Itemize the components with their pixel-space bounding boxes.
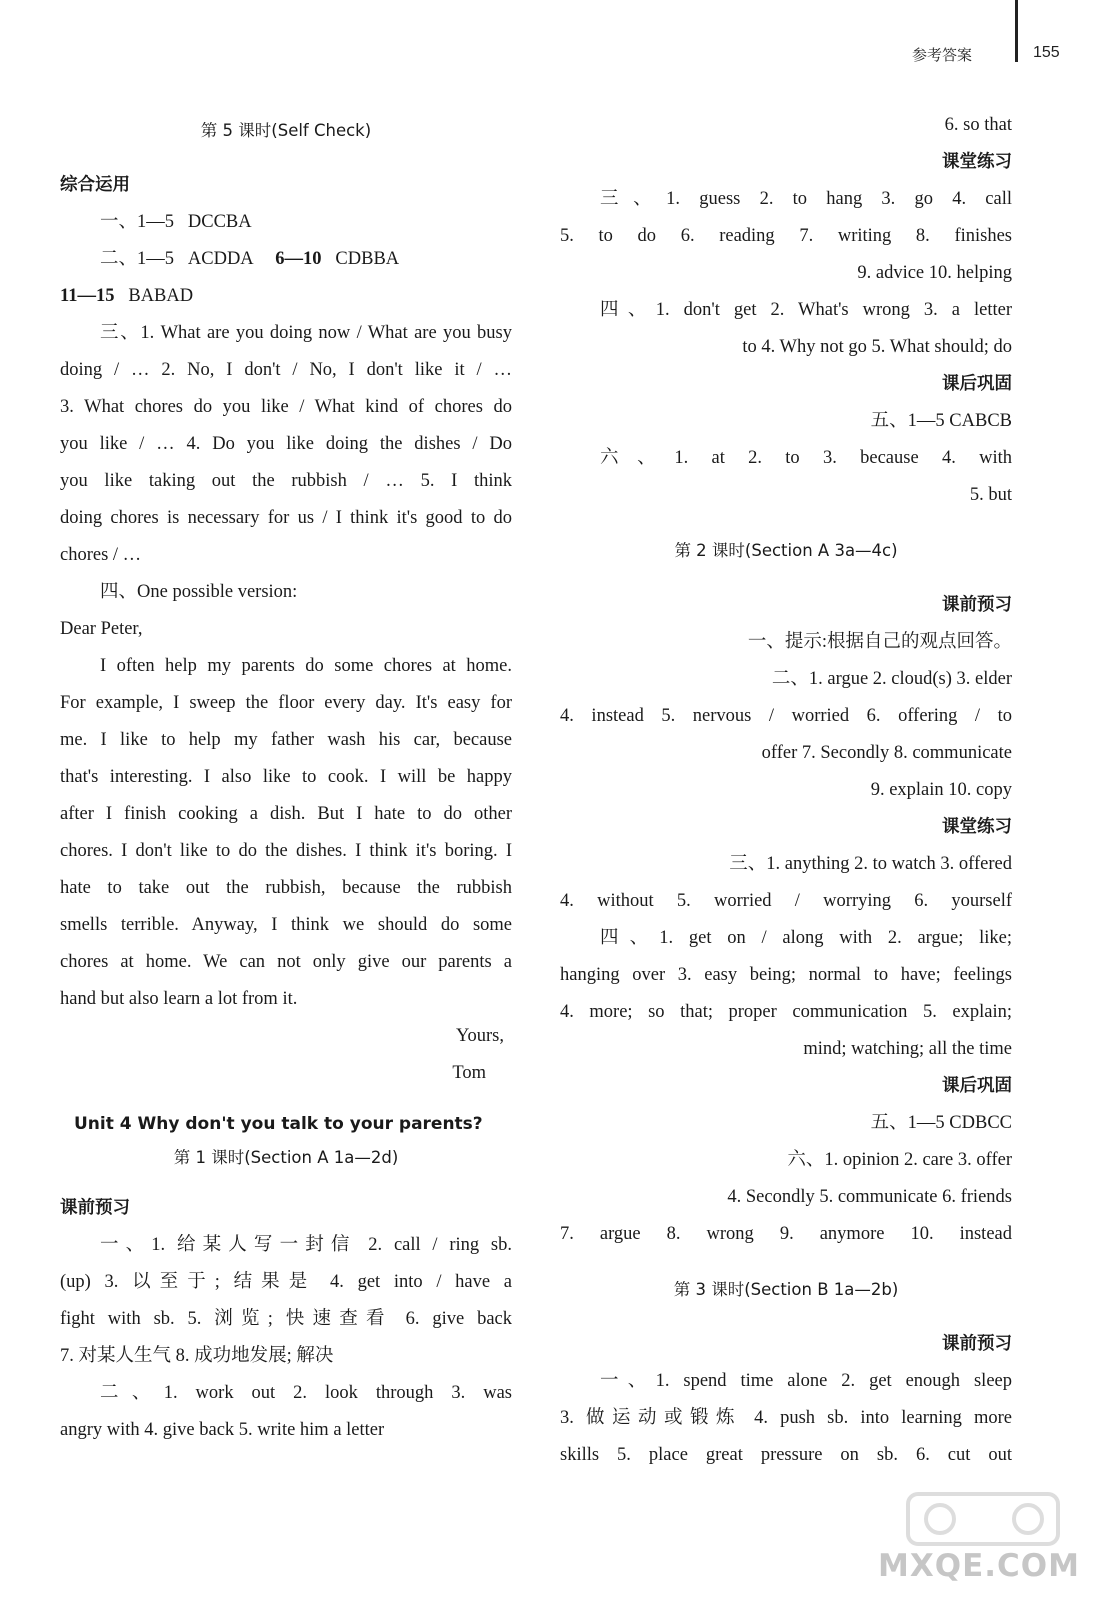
letter-closing: Yours, xyxy=(456,1026,504,1046)
letter-line: smells terrible. Anyway, I think we should do some xyxy=(60,915,512,935)
answer-line: 4. Secondly 5. communicate 6. friends xyxy=(727,1187,1012,1207)
right-column xyxy=(560,107,1020,1474)
answer-line: 4. instead 5. nervous / worried 6. offering / to xyxy=(560,706,1012,726)
header-divider xyxy=(1015,0,1018,62)
letter-line: hand but also learn a lot from it. xyxy=(60,989,298,1009)
answer-line: you like / … 4. Do you like doing the dishes / Do xyxy=(60,434,512,454)
answer-line: 7. 对某人生气 8. 成功地发展; 解决 xyxy=(60,1346,334,1366)
answer-line-p2-cont: 11—15 BABAD xyxy=(60,286,194,306)
lesson-2-title: 第 2 课时(Section A 3a—4c) xyxy=(674,541,898,560)
letter-line: I often help my parents do some chores at home. xyxy=(100,656,512,676)
answer-line: to 4. Why not go 5. What should; do xyxy=(742,337,1012,357)
section-heading-kehou: 课后巩固 xyxy=(942,374,1012,394)
answer-line-si: 四、One possible version: xyxy=(100,582,298,602)
answer-line: 9. advice 10. helping xyxy=(857,263,1012,283)
answer-line: 四、1. get on / along with 2. argue; like; xyxy=(600,928,1012,948)
answer-line: 3. What chores do you like / What kind of chores do xyxy=(60,397,512,417)
answer-line: 5. to do 6. reading 7. writing 8. finishes xyxy=(560,226,1012,246)
answer-line: 五、1—5 CABCB xyxy=(870,411,1012,431)
answer-line: 四、1. don't get 2. What's wrong 3. a letter xyxy=(600,300,1012,320)
answer-line: 9. explain 10. copy xyxy=(870,780,1012,800)
letter-salutation: Dear Peter, xyxy=(60,619,143,639)
letter-line: after I finish cooking a dish. But I hate to do other xyxy=(60,804,512,824)
answer-line: 三、1. anything 2. to watch 3. offered xyxy=(729,854,1012,874)
answer-line: 六、1. opinion 2. care 3. offer xyxy=(787,1150,1012,1170)
answer-line: 一、提示:根据自己的观点回答。 xyxy=(747,632,1012,652)
answer-line: offer 7. Secondly 8. communicate xyxy=(761,743,1012,763)
answer-line: 6. so that xyxy=(944,115,1012,135)
letter-line: chores. I don't like to do the dishes. I think it's boring. I xyxy=(60,841,512,861)
answer-line: 三、1. guess 2. to hang 3. go 4. call xyxy=(600,189,1012,209)
lesson-3-title: 第 3 课时(Section B 1a—2b) xyxy=(673,1280,899,1299)
section-heading-ketang: 课堂练习 xyxy=(942,817,1012,837)
answer-line: 三、1. What are you doing now / What are you busy xyxy=(100,323,512,343)
answer-line: 五、1—5 CDBCC xyxy=(870,1113,1012,1133)
answer-line-p2: 二、1—5 ACDDA 6—10 CDBBA xyxy=(100,249,400,269)
answer-line: 5. but xyxy=(969,485,1012,505)
section-heading-kehou: 课后巩固 xyxy=(942,1076,1012,1096)
page-number: 155 xyxy=(1033,44,1060,61)
letter-line: that's interesting. I also like to cook. I will be happy xyxy=(60,767,512,787)
answer-line: doing / … 2. No, I don't / No, I don't like it / … xyxy=(60,360,512,380)
letter-line: chores at home. We can not only give our parents a xyxy=(60,952,512,972)
answer-line: 一、1. spend time alone 2. get enough sleep xyxy=(600,1371,1012,1391)
section-heading-zonghe: 综合运用 xyxy=(60,175,130,195)
section-heading-preview: 课前预习 xyxy=(942,595,1012,615)
answer-line: fight with sb. 5. 浏览; 快速查看 6. give back xyxy=(60,1309,512,1329)
section-heading-ketang: 课堂练习 xyxy=(942,152,1012,172)
section-heading-preview: 课前预习 xyxy=(60,1198,130,1218)
answer-line: 二、1. argue 2. cloud(s) 3. elder xyxy=(771,669,1012,689)
answer-line: 二、1. work out 2. look through 3. was xyxy=(100,1383,512,1403)
answer-line: 一、1. 给某人写一封信 2. call / ring sb. xyxy=(100,1235,512,1255)
answer-line: (up) 3. 以至于; 结果是 4. get into / have a xyxy=(60,1272,512,1292)
answer-line: 7. argue 8. wrong 9. anymore 10. instead xyxy=(560,1224,1012,1244)
answer-line: doing chores is necessary for us / I think it's good to do xyxy=(60,508,512,528)
letter-signature: Tom xyxy=(452,1063,486,1083)
letter-line: For example, I sweep the floor every day. It's easy for xyxy=(60,693,512,713)
lesson-1-title: 第 1 课时(Section A 1a—2d) xyxy=(173,1148,399,1167)
answer-line: 4. without 5. worried / worrying 6. yourself xyxy=(560,891,1012,911)
lesson-5-title: 第 5 课时(Self Check) xyxy=(200,121,372,140)
left-column xyxy=(60,112,512,1449)
answer-line: angry with 4. give back 5. write him a letter xyxy=(60,1420,385,1440)
answer-line: 3. 做运动或锻炼 4. push sb. into learning more xyxy=(560,1408,1012,1428)
running-header-title: 参考答案 xyxy=(912,46,973,64)
answer-line: skills 5. place great pressure on sb. 6. cut out xyxy=(560,1445,1012,1465)
answer-line: 4. more; so that; proper communication 5. explain; xyxy=(560,1002,1012,1022)
watermark-text: MXQE.COM xyxy=(878,1548,1081,1584)
answer-line-p1: 一、1—5 DCCBA xyxy=(100,212,252,232)
answer-line: hanging over 3. easy being; normal to have; feelings xyxy=(560,965,1012,985)
letter-line: me. I like to help my father wash his car, because xyxy=(60,730,512,750)
section-heading-preview: 课前预习 xyxy=(942,1334,1012,1354)
unit-title: Unit 4 Why don't you talk to your parents? xyxy=(74,1114,483,1134)
answer-line: 六、1. at 2. to 3. because 4. with xyxy=(600,448,1012,468)
answer-line: mind; watching; all the time xyxy=(803,1039,1012,1059)
letter-line: hate to take out the rubbish, because the rubbish xyxy=(60,878,512,898)
answer-line: chores / … xyxy=(60,545,142,565)
answer-line: you like taking out the rubbish / … 5. I think xyxy=(60,471,512,491)
